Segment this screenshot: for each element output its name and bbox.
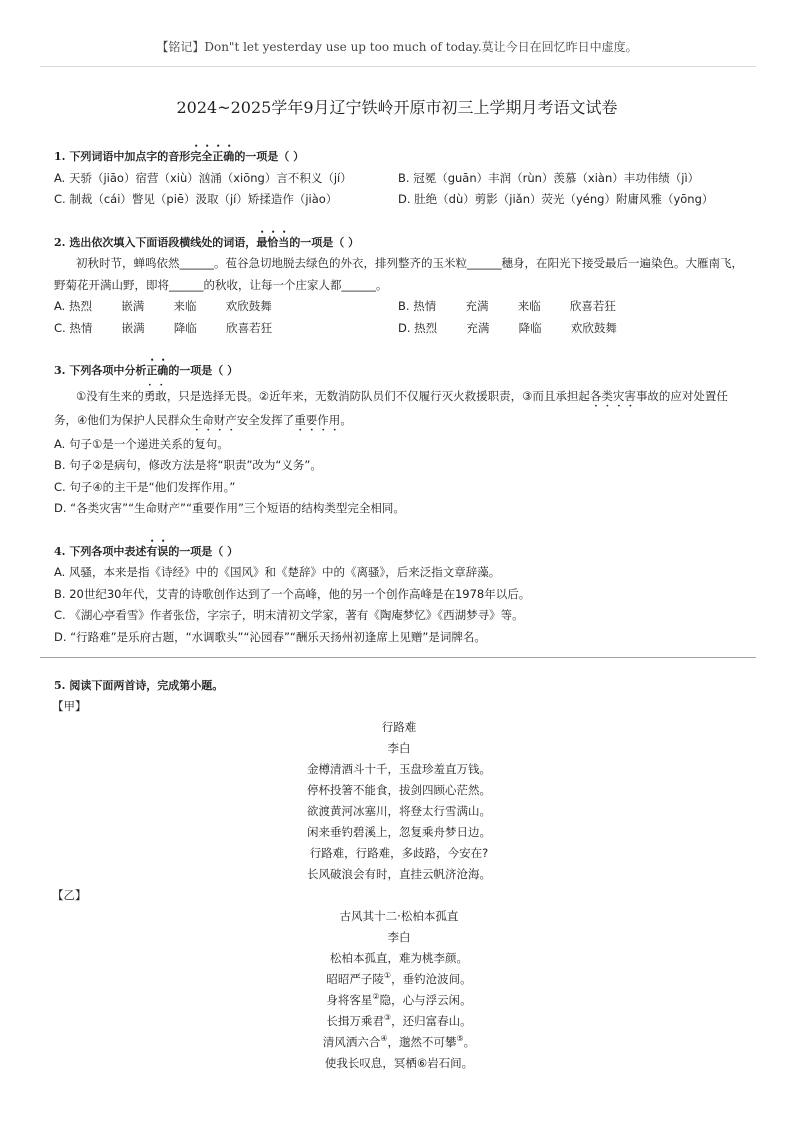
question-1-stem: 1. 下列词语中加点字的音形完全正确的一项是（ ） <box>54 150 305 163</box>
footnote-marker: ① <box>383 971 392 981</box>
question-1 <box>54 143 744 211</box>
poem-line: 松柏本孤直，难为桃李颜。 <box>330 951 468 965</box>
question-1-option-a[interactable]: A. 天骄（jiāo）宿营（xiù）汹涌（xiōng）言不积义（jí） <box>54 170 352 185</box>
footnote-marker: ③ <box>383 1013 392 1023</box>
question-3-option-d[interactable]: D. “各类灾害”“生命财产”“重要作用”三个短语的结构类型完全相同。 <box>54 501 405 515</box>
poem-line: 金樽清酒斗十千，玉盘珍羞直万钱。 <box>307 762 491 776</box>
question-3-stem: 3. 下列各项中分析正确的一项是（ ） <box>54 364 239 377</box>
poem-line: 使我长叹息，冥栖⑥岩石间。 <box>324 1056 474 1070</box>
question-3 <box>54 357 744 520</box>
question-4-option-d[interactable]: D. “行路难”是乐府古题，“水调歌头”“沁园春”“酬乐天扬州初逢席上见赠”是词牌名。 <box>54 629 486 644</box>
poem-line: 清风洒六合④，邈然不可攀⑤。 <box>322 1034 476 1049</box>
question-1-option-c[interactable]: C. 制裁（cái）瞥见（piē）汲取（jí）矫揉造作（jiào） <box>54 192 338 206</box>
question-1-option-b[interactable]: B. 冠冕（guān）丰润（rùn）羡慕（xiàn）丰功伟绩（jì） <box>398 170 700 185</box>
poem-line: 欲渡黄河冰塞川，将登太行雪满山。 <box>307 804 491 818</box>
emphasis-text: 完全正确 <box>190 150 235 163</box>
poem-line: 行路难，行路难，多歧路，今安在? <box>309 846 489 860</box>
label-jia: 【甲】 <box>52 699 87 713</box>
questions-1-4 <box>54 143 744 648</box>
motto-header: 【铭记】Don"t let yesterday use up too much of today.莫让今日在回忆昨日中虚度。 <box>156 40 638 54</box>
footnote-marker: ④ <box>380 1034 388 1044</box>
poem-line: 身将客星②隐，心与浮云闲。 <box>326 992 472 1007</box>
question-2-option-a[interactable]: A. 热烈 嵌满 来临 欢欣鼓舞 <box>54 299 272 313</box>
question-2-option-d[interactable]: D. 热烈 充满 降临 欢欣鼓舞 <box>398 320 617 335</box>
question-5 <box>54 675 744 1074</box>
question-4-option-b[interactable]: B. 20世纪30年代，艾青的诗歌创作达到了一个高峰，他的另一个创作高峰是在1978年以后。 <box>54 586 531 601</box>
question-2 <box>54 229 744 340</box>
label-yi: 【乙】 <box>52 888 87 902</box>
poem-2 <box>54 906 744 1074</box>
header-divider <box>40 66 756 67</box>
footnote-marker: ⑤ <box>456 1034 464 1044</box>
question-2-option-c[interactable]: C. 热情 嵌满 降临 欣喜若狂 <box>54 320 273 335</box>
section-divider <box>40 657 756 658</box>
poem-2-title: 古风其十二·松柏本孤直 <box>339 909 459 923</box>
question-2-option-b[interactable]: B. 热情 充满 来临 欣喜若狂 <box>398 299 616 313</box>
exam-title: 2024~2025学年9月辽宁铁岭开原市初三上学期月考语文试卷 <box>176 98 618 117</box>
poem-2-author: 李白 <box>387 930 411 944</box>
poem-line: 昭昭严子陵①，垂钓沧波间。 <box>326 971 472 986</box>
question-4-option-a[interactable]: A. 风骚，本来是指《诗经》中的《国风》和《楚辞》中的《离骚》，后来泛指文章辞藻。 <box>54 565 501 579</box>
poem-line: 停杯投箸不能食，拔剑四顾心茫然。 <box>307 783 491 797</box>
footnote-marker: ② <box>372 992 380 1002</box>
poem-1-author: 李白 <box>387 741 411 755</box>
emphasis-text: 最恰当 <box>256 235 290 249</box>
poem-1 <box>54 717 744 885</box>
question-3-option-c[interactable]: C. 句子④的主干是“他们发挥作用。” <box>54 479 236 494</box>
poem-line: 长揖万乘君③，还归富春山。 <box>326 1013 472 1028</box>
question-1-option-d[interactable]: D. 肚绝（dù）剪影（jiǎn）荧光（yéng）附庸风雅（yōng） <box>398 192 714 206</box>
poem-line: 闲来垂钓碧溪上，忽复乘舟梦日边。 <box>307 825 491 839</box>
emphasis-text: 有误 <box>146 544 169 558</box>
poem-1-title: 行路难 <box>381 720 417 734</box>
question-4-stem: 4. 下列各项中表述有误的一项是（ ） <box>54 544 239 558</box>
question-3-option-a[interactable]: A. 句子①是一个递进关系的复句。 <box>54 436 229 451</box>
question-3-passage: ①没有生来的勇敢，只是选择无畏。②近年来，无数消防队员们不仅履行灭火救援职责，③而且承担起各类灾害事故的应对处置任务，④他们为保护人民群众生命财产安全发挥了重要作用。 <box>54 388 728 427</box>
question-2-passage: 初秋时节，蝉鸣依然______。苞谷急切地脱去绿色的外衣，排列整齐的玉米粒______穗身，在阳光下接受最后一遍染色。大雁南飞，野菊花开满山野，即将______的秋收，让每一个庄家人都______。 <box>54 256 743 292</box>
question-5-stem: 5. 阅读下面两首诗，完成第小题。 <box>54 679 224 692</box>
question-3-option-b[interactable]: B. 句子②是病句，修改方法是将“职责”改为“义务”。 <box>54 458 322 472</box>
poem-line: 长风破浪会有时，直挂云帆济沧海。 <box>307 867 491 881</box>
question-4 <box>54 538 744 649</box>
question-4-option-c[interactable]: C. 《湖心亭看雪》作者张岱，字宗子，明末清初文学家，著有《陶庵梦忆》《西湖梦寻》等。 <box>54 608 524 622</box>
question-2-stem: 2. 选出依次填入下面语段横线处的词语，最恰当的一项是（ ） <box>54 235 360 249</box>
emphasis-text: 正确 <box>146 364 169 377</box>
